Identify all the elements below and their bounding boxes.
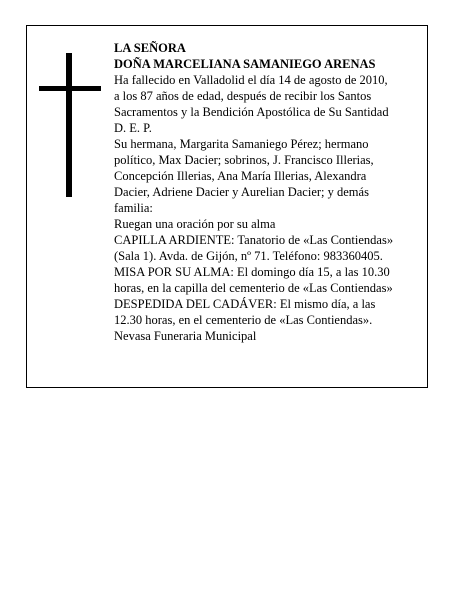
notice-line: Sacramentos y la Bendición Apostólica de Su Santidad (114, 105, 389, 119)
notice-line: Su hermana, Margarita Samaniego Pérez; hermano (114, 137, 369, 151)
notice-text (114, 40, 426, 344)
deceased-name: DOÑA MARCELIANA SAMANIEGO ARENAS (114, 57, 376, 71)
notice-line: DESPEDIDA DEL CADÁVER: El mismo día, a las (114, 297, 376, 311)
cross-icon (39, 53, 101, 197)
notice-line: familia: (114, 201, 153, 215)
cross-horizontal-bar (39, 86, 101, 91)
notice-line: Ha fallecido en Valladolid el día 14 de agosto de 2010, (114, 73, 388, 87)
obituary-notice (26, 25, 428, 388)
notice-line: Dacier, Adriene Dacier y Aurelian Dacier; y demás (114, 185, 369, 199)
notice-line: (Sala 1). Avda. de Gijón, nº 71. Teléfono: 983360405. (114, 249, 383, 263)
notice-line: a los 87 años de edad, después de recibir los Santos (114, 89, 372, 103)
notice-line: Nevasa Funeraria Municipal (114, 329, 257, 343)
notice-line: CAPILLA ARDIENTE: Tanatorio de «Las Contiendas» (114, 233, 394, 247)
cross-vertical-bar (66, 53, 72, 197)
notice-title: LA SEÑORA (114, 41, 186, 55)
notice-line: Concepción Illerias, Ana María Illerias, Alexandra (114, 169, 367, 183)
notice-line: político, Max Dacier; sobrinos, J. Francisco Illerias, (114, 153, 374, 167)
notice-line: 12.30 horas, en el cementerio de «Las Contiendas». (114, 313, 373, 327)
notice-line: horas, en la capilla del cementerio de «Las Contiendas» (114, 281, 393, 295)
notice-line: D. E. P. (114, 121, 152, 135)
notice-line: Ruegan una oración por su alma (114, 217, 276, 231)
notice-line: MISA POR SU ALMA: El domingo día 15, a las 10.30 (114, 265, 390, 279)
